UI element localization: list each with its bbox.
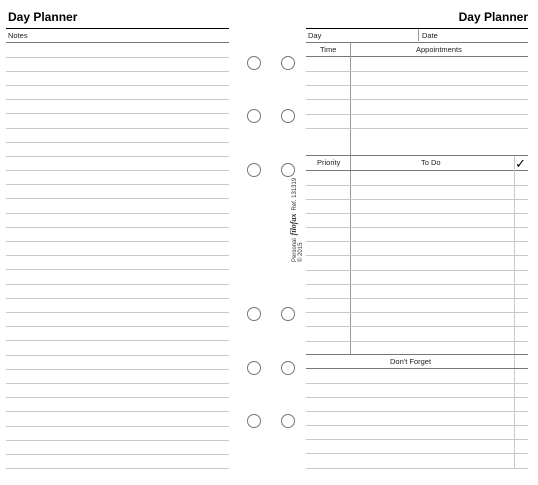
notes-rule-line <box>6 355 229 356</box>
todo-top-rule <box>306 155 528 156</box>
dont-forget-rule-line <box>306 468 528 469</box>
dont-forget-rule-line <box>306 411 528 412</box>
notes-rule-line <box>6 383 229 384</box>
left-page-title: Day Planner <box>8 10 78 24</box>
notes-rule-line <box>6 284 229 285</box>
todo-rule-line <box>306 185 528 186</box>
ring-hole <box>247 414 261 428</box>
notes-rule-line <box>6 411 229 412</box>
notes-rule-line <box>6 255 229 256</box>
done-check-header: ✓ <box>515 156 526 171</box>
date-label: Date <box>422 31 438 40</box>
priority-header: Priority <box>317 158 341 167</box>
notes-rule-line <box>6 312 229 313</box>
dont-forget-rule-line <box>306 453 528 454</box>
appointment-rule-line <box>306 85 528 86</box>
left-title-rule <box>6 28 229 29</box>
notes-rule-line <box>6 397 229 398</box>
ring-hole <box>281 361 295 375</box>
notes-rule-line <box>6 241 229 242</box>
publisher-imprint <box>289 177 304 262</box>
todo-rule-line <box>306 213 528 214</box>
notes-rule-line <box>6 198 229 199</box>
notes-rule-line <box>6 57 229 58</box>
notes-rule-line <box>6 369 229 370</box>
appointments-header-rule <box>306 56 528 57</box>
dont-forget-header: Don't Forget <box>390 357 432 366</box>
notes-rule-line <box>6 142 229 143</box>
brand-logo: filofax <box>289 213 298 236</box>
todo-rule-line <box>306 298 528 299</box>
todo-rule-line <box>306 241 528 242</box>
notes-rule-line <box>6 326 229 327</box>
right-page-title: Day Planner <box>458 10 528 24</box>
dont-forget-rule-line <box>306 439 528 440</box>
todo-rule-line <box>306 255 528 256</box>
appointment-rule-line <box>306 99 528 100</box>
notes-rule-line <box>6 113 229 114</box>
notes-rule-line <box>6 128 229 129</box>
todo-header-rule <box>306 170 528 171</box>
ring-hole <box>281 307 295 321</box>
appointment-rule-line <box>306 114 528 115</box>
notes-rule-line <box>6 184 229 185</box>
todo-rule-line <box>306 199 528 200</box>
ring-hole <box>247 361 261 375</box>
time-header: Time <box>320 45 337 54</box>
dont-forget-rule-line <box>306 383 528 384</box>
todo-header: To Do <box>421 158 441 167</box>
dont-forget-top-rule <box>306 354 528 355</box>
notes-rule-line <box>6 99 229 100</box>
appointments-header: Appointments <box>416 45 462 54</box>
day-label: Day <box>308 31 322 40</box>
notes-rule-line <box>6 426 229 427</box>
notes-rule-line <box>6 156 229 157</box>
notes-rule-line <box>6 269 229 270</box>
imprint-prefix: Personal <box>292 238 298 262</box>
notes-rule-line <box>6 340 229 341</box>
day-row-rule <box>306 42 528 43</box>
imprint-ref: Ref. 131319 <box>292 177 298 211</box>
notes-rule-line <box>6 85 229 86</box>
notes-header-rule <box>6 42 229 43</box>
notes-rule-line <box>6 298 229 299</box>
notes-label: Notes <box>8 31 28 40</box>
notes-rule-line <box>6 213 229 214</box>
right-title-rule <box>306 28 528 29</box>
ring-hole <box>281 56 295 70</box>
todo-rule-line <box>306 312 528 313</box>
todo-rule-line <box>306 284 528 285</box>
dont-forget-header-rule <box>306 368 528 369</box>
notes-rule-line <box>6 468 229 469</box>
notes-rule-line <box>6 71 229 72</box>
notes-rule-line <box>6 440 229 441</box>
dont-forget-rule-line <box>306 425 528 426</box>
todo-rule-line <box>306 326 528 327</box>
ring-hole <box>281 414 295 428</box>
ring-hole <box>281 109 295 123</box>
ring-hole <box>247 109 261 123</box>
dont-forget-rule-line <box>306 397 528 398</box>
ring-hole <box>247 307 261 321</box>
notes-rule-line <box>6 227 229 228</box>
ring-hole <box>247 56 261 70</box>
imprint-year: © 2015 <box>298 242 304 262</box>
todo-rule-line <box>306 270 528 271</box>
todo-rule-line <box>306 227 528 228</box>
todo-rule-line <box>306 341 528 342</box>
notes-rule-line <box>6 454 229 455</box>
ring-hole <box>281 163 295 177</box>
appointment-rule-line <box>306 128 528 129</box>
appointment-rule-line <box>306 71 528 72</box>
day-date-divider <box>418 29 419 41</box>
notes-rule-line <box>6 170 229 171</box>
ring-hole <box>247 163 261 177</box>
